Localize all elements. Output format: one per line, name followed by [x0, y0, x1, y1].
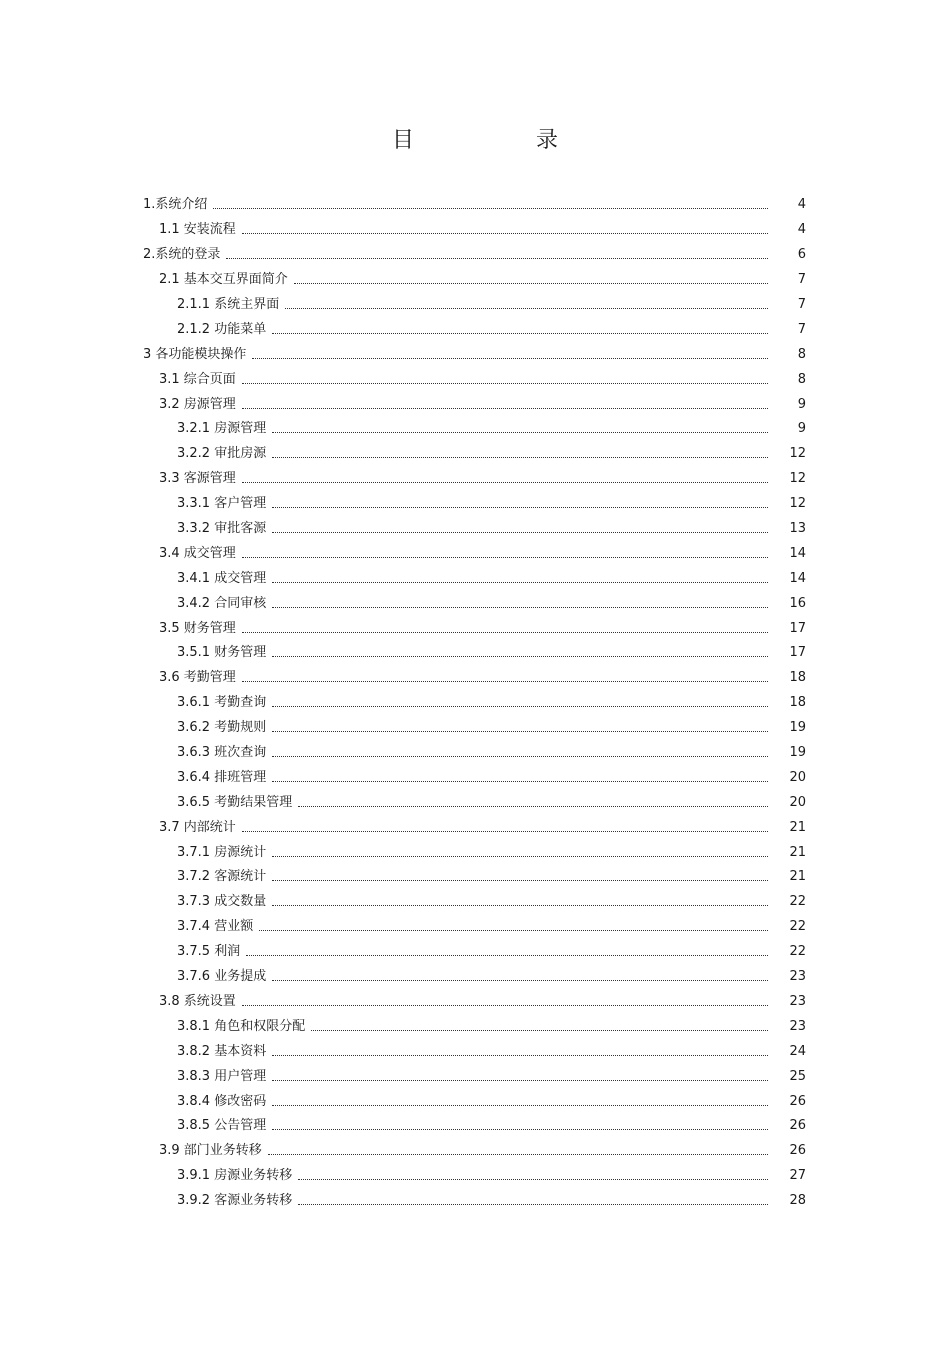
- toc-entry-page-number: 19: [789, 745, 806, 761]
- toc-entry-page-number: 26: [789, 1118, 806, 1134]
- toc-entry[interactable]: [0, 342, 950, 367]
- table-of-contents: [0, 193, 950, 1214]
- toc-entry[interactable]: [0, 1139, 950, 1164]
- dot-leader: [242, 232, 768, 234]
- toc-entry[interactable]: [0, 293, 950, 318]
- toc-entry[interactable]: [0, 417, 950, 442]
- toc-entry-label: 3.3.2 审批客源: [177, 521, 267, 537]
- toc-entry-page-number: 24: [789, 1043, 806, 1059]
- dot-leader: [213, 207, 768, 209]
- dot-leader: [272, 606, 768, 608]
- dot-leader: [272, 581, 768, 583]
- toc-entry-label: 3.9.1 房源业务转移: [177, 1168, 293, 1184]
- toc-entry-label: 3.6.3 班次查询: [177, 745, 267, 761]
- toc-entry-page-number: 12: [789, 496, 806, 512]
- dot-leader: [285, 307, 768, 309]
- toc-entry-label: 3.3.1 客户管理: [177, 496, 267, 512]
- toc-entry[interactable]: [0, 616, 950, 641]
- dot-leader: [272, 1128, 768, 1130]
- toc-entry-label: 3.8.3 用户管理: [177, 1068, 267, 1084]
- toc-entry[interactable]: [0, 1114, 950, 1139]
- toc-entry-page-number: 9: [797, 421, 806, 437]
- dot-leader: [242, 407, 768, 409]
- toc-entry-page-number: 22: [789, 944, 806, 960]
- toc-entry-page-number: 12: [789, 471, 806, 487]
- toc-entry-page-number: 8: [797, 371, 806, 387]
- toc-entry-page-number: 20: [789, 794, 806, 810]
- dot-leader: [242, 382, 768, 384]
- dot-leader: [272, 780, 768, 782]
- dot-leader: [272, 855, 768, 857]
- dot-leader: [242, 556, 768, 558]
- toc-entry-label: 3.4.1 成交管理: [177, 570, 267, 586]
- dot-leader: [272, 531, 768, 533]
- toc-entry-label: 1.1 安装流程: [159, 222, 236, 238]
- toc-entry-page-number: 28: [789, 1193, 806, 1209]
- toc-entry-label: 3.5 财务管理: [159, 620, 236, 636]
- toc-entry-label: 3.6.2 考勤规则: [177, 720, 267, 736]
- toc-entry[interactable]: [0, 541, 950, 566]
- toc-entry-label: 3.2.1 房源管理: [177, 421, 267, 437]
- toc-entry-label: 3.8.4 修改密码: [177, 1093, 267, 1109]
- toc-entry-label: 3.7.5 利润: [177, 944, 241, 960]
- toc-entry[interactable]: [0, 591, 950, 616]
- toc-entry-label: 3.8.1 角色和权限分配: [177, 1018, 306, 1034]
- toc-entry-page-number: 25: [789, 1068, 806, 1084]
- dot-leader: [272, 506, 768, 508]
- toc-entry-page-number: 4: [797, 222, 806, 238]
- toc-entry-page-number: 4: [797, 197, 806, 213]
- dot-leader: [272, 904, 768, 906]
- toc-entry[interactable]: [0, 1039, 950, 1064]
- dot-leader: [294, 282, 768, 284]
- toc-entry-label: 2.系统的登录: [143, 247, 221, 263]
- dot-leader: [298, 805, 768, 807]
- toc-entry-page-number: 9: [797, 396, 806, 412]
- toc-entry-label: 3.2.2 审批房源: [177, 446, 267, 462]
- toc-entry-label: 3.6.1 考勤查询: [177, 695, 267, 711]
- toc-entry[interactable]: [0, 965, 950, 990]
- toc-entry-page-number: 27: [789, 1168, 806, 1184]
- toc-entry-label: 3.7.3 成交数量: [177, 894, 267, 910]
- toc-entry[interactable]: [0, 492, 950, 517]
- dot-leader: [252, 357, 768, 359]
- toc-entry-page-number: 16: [789, 595, 806, 611]
- page-title: 目 录: [391, 128, 608, 153]
- toc-entry-page-number: 17: [789, 645, 806, 661]
- toc-entry-label: 3.8.5 公告管理: [177, 1118, 267, 1134]
- toc-entry-label: 3.6.4 排班管理: [177, 769, 267, 785]
- toc-entry[interactable]: [0, 218, 950, 243]
- toc-entry-label: 3.6.5 考勤结果管理: [177, 794, 293, 810]
- toc-entry[interactable]: [0, 890, 950, 915]
- toc-entry[interactable]: [0, 641, 950, 666]
- toc-entry-page-number: 23: [789, 993, 806, 1009]
- toc-entry-page-number: 6: [797, 247, 806, 263]
- toc-entry-label: 3.4.2 合同审核: [177, 595, 267, 611]
- toc-entry-page-number: 21: [789, 844, 806, 860]
- dot-leader: [242, 1004, 768, 1006]
- dot-leader: [272, 1054, 768, 1056]
- toc-entry[interactable]: [0, 467, 950, 492]
- toc-entry-page-number: 23: [789, 969, 806, 985]
- dot-leader: [272, 431, 768, 433]
- toc-entry[interactable]: [0, 1089, 950, 1114]
- toc-entry-page-number: 26: [789, 1093, 806, 1109]
- toc-entry[interactable]: [0, 865, 950, 890]
- toc-entry[interactable]: [0, 566, 950, 591]
- toc-entry-page-number: 19: [789, 720, 806, 736]
- toc-entry-label: 3 各功能模块操作: [143, 346, 247, 362]
- dot-leader: [272, 705, 768, 707]
- toc-entry-label: 3.7.6 业务提成: [177, 969, 267, 985]
- toc-entry-label: 3.7.1 房源统计: [177, 844, 267, 860]
- dot-leader: [259, 929, 768, 931]
- dot-leader: [272, 655, 768, 657]
- toc-entry[interactable]: [0, 765, 950, 790]
- toc-entry-page-number: 7: [797, 321, 806, 337]
- toc-entry-label: 2.1 基本交互界面简介: [159, 272, 288, 288]
- toc-entry[interactable]: [0, 442, 950, 467]
- toc-entry[interactable]: [0, 243, 950, 268]
- toc-entry-page-number: 14: [789, 545, 806, 561]
- toc-entry-label: 3.9.2 客源业务转移: [177, 1193, 293, 1209]
- dot-leader: [272, 1079, 768, 1081]
- toc-entry-label: 3.8.2 基本资料: [177, 1043, 267, 1059]
- dot-leader: [298, 1178, 768, 1180]
- toc-entry-label: 3.7.4 营业额: [177, 919, 254, 935]
- toc-entry-label: 3.2 房源管理: [159, 396, 236, 412]
- toc-entry-label: 2.1.1 系统主界面: [177, 297, 280, 312]
- dot-leader: [272, 332, 768, 334]
- dot-leader: [242, 680, 768, 682]
- toc-entry-page-number: 12: [789, 446, 806, 462]
- dot-leader: [246, 954, 768, 956]
- toc-entry[interactable]: [0, 317, 950, 342]
- toc-entry[interactable]: [0, 790, 950, 815]
- toc-entry-label: 3.1 综合页面: [159, 371, 236, 387]
- dot-leader: [298, 1203, 768, 1205]
- dot-leader: [226, 257, 768, 259]
- toc-entry-page-number: 21: [789, 869, 806, 885]
- toc-entry[interactable]: [0, 392, 950, 417]
- toc-entry-page-number: 18: [789, 670, 806, 686]
- toc-entry[interactable]: [0, 940, 950, 965]
- toc-entry[interactable]: [0, 691, 950, 716]
- dot-leader: [272, 755, 768, 757]
- toc-entry-page-number: 23: [789, 1018, 806, 1034]
- toc-entry-page-number: 13: [789, 521, 806, 537]
- toc-entry-page-number: 26: [789, 1143, 806, 1159]
- toc-entry-label: 2.1.2 功能菜单: [177, 321, 267, 337]
- toc-entry-page-number: 17: [789, 620, 806, 636]
- toc-entry-label: 1.系统介绍: [143, 197, 208, 213]
- toc-entry-page-number: 14: [789, 570, 806, 586]
- dot-leader: [242, 830, 768, 832]
- toc-entry[interactable]: [0, 666, 950, 691]
- toc-entry[interactable]: [0, 1014, 950, 1039]
- toc-entry[interactable]: [0, 1164, 950, 1189]
- toc-entry-page-number: 21: [789, 819, 806, 835]
- toc-entry[interactable]: [0, 517, 950, 542]
- dot-leader: [311, 1029, 768, 1031]
- dot-leader: [272, 879, 768, 881]
- dot-leader: [242, 631, 768, 633]
- toc-entry-page-number: 18: [789, 695, 806, 711]
- dot-leader: [268, 1153, 768, 1155]
- toc-entry-page-number: 7: [797, 272, 806, 288]
- toc-entry[interactable]: [0, 990, 950, 1015]
- toc-entry-page-number: 22: [789, 919, 806, 935]
- toc-entry[interactable]: [0, 367, 950, 392]
- toc-entry-page-number: 20: [789, 769, 806, 785]
- toc-entry[interactable]: [0, 915, 950, 940]
- dot-leader: [272, 456, 768, 458]
- toc-entry-label: 3.7.2 客源统计: [177, 869, 267, 885]
- dot-leader: [272, 979, 768, 981]
- toc-entry[interactable]: [0, 193, 950, 218]
- dot-leader: [272, 1104, 768, 1106]
- dot-leader: [272, 730, 768, 732]
- toc-entry-page-number: 22: [789, 894, 806, 910]
- toc-entry-label: 3.4 成交管理: [159, 545, 236, 561]
- toc-entry-label: 3.7 内部统计: [159, 819, 236, 835]
- toc-entry[interactable]: [0, 840, 950, 865]
- toc-entry-label: 3.6 考勤管理: [159, 670, 236, 686]
- toc-entry[interactable]: [0, 1064, 950, 1089]
- toc-entry[interactable]: [0, 268, 950, 293]
- toc-entry-page-number: 7: [797, 297, 806, 312]
- toc-entry[interactable]: [0, 1189, 950, 1214]
- toc-entry[interactable]: [0, 716, 950, 741]
- toc-entry-page-number: 8: [797, 346, 806, 362]
- toc-entry-label: 3.5.1 财务管理: [177, 645, 267, 661]
- toc-entry-label: 3.8 系统设置: [159, 993, 236, 1009]
- toc-entry-label: 3.3 客源管理: [159, 471, 236, 487]
- toc-entry-label: 3.9 部门业务转移: [159, 1143, 262, 1159]
- toc-entry[interactable]: [0, 741, 950, 766]
- toc-entry[interactable]: [0, 815, 950, 840]
- dot-leader: [242, 481, 768, 483]
